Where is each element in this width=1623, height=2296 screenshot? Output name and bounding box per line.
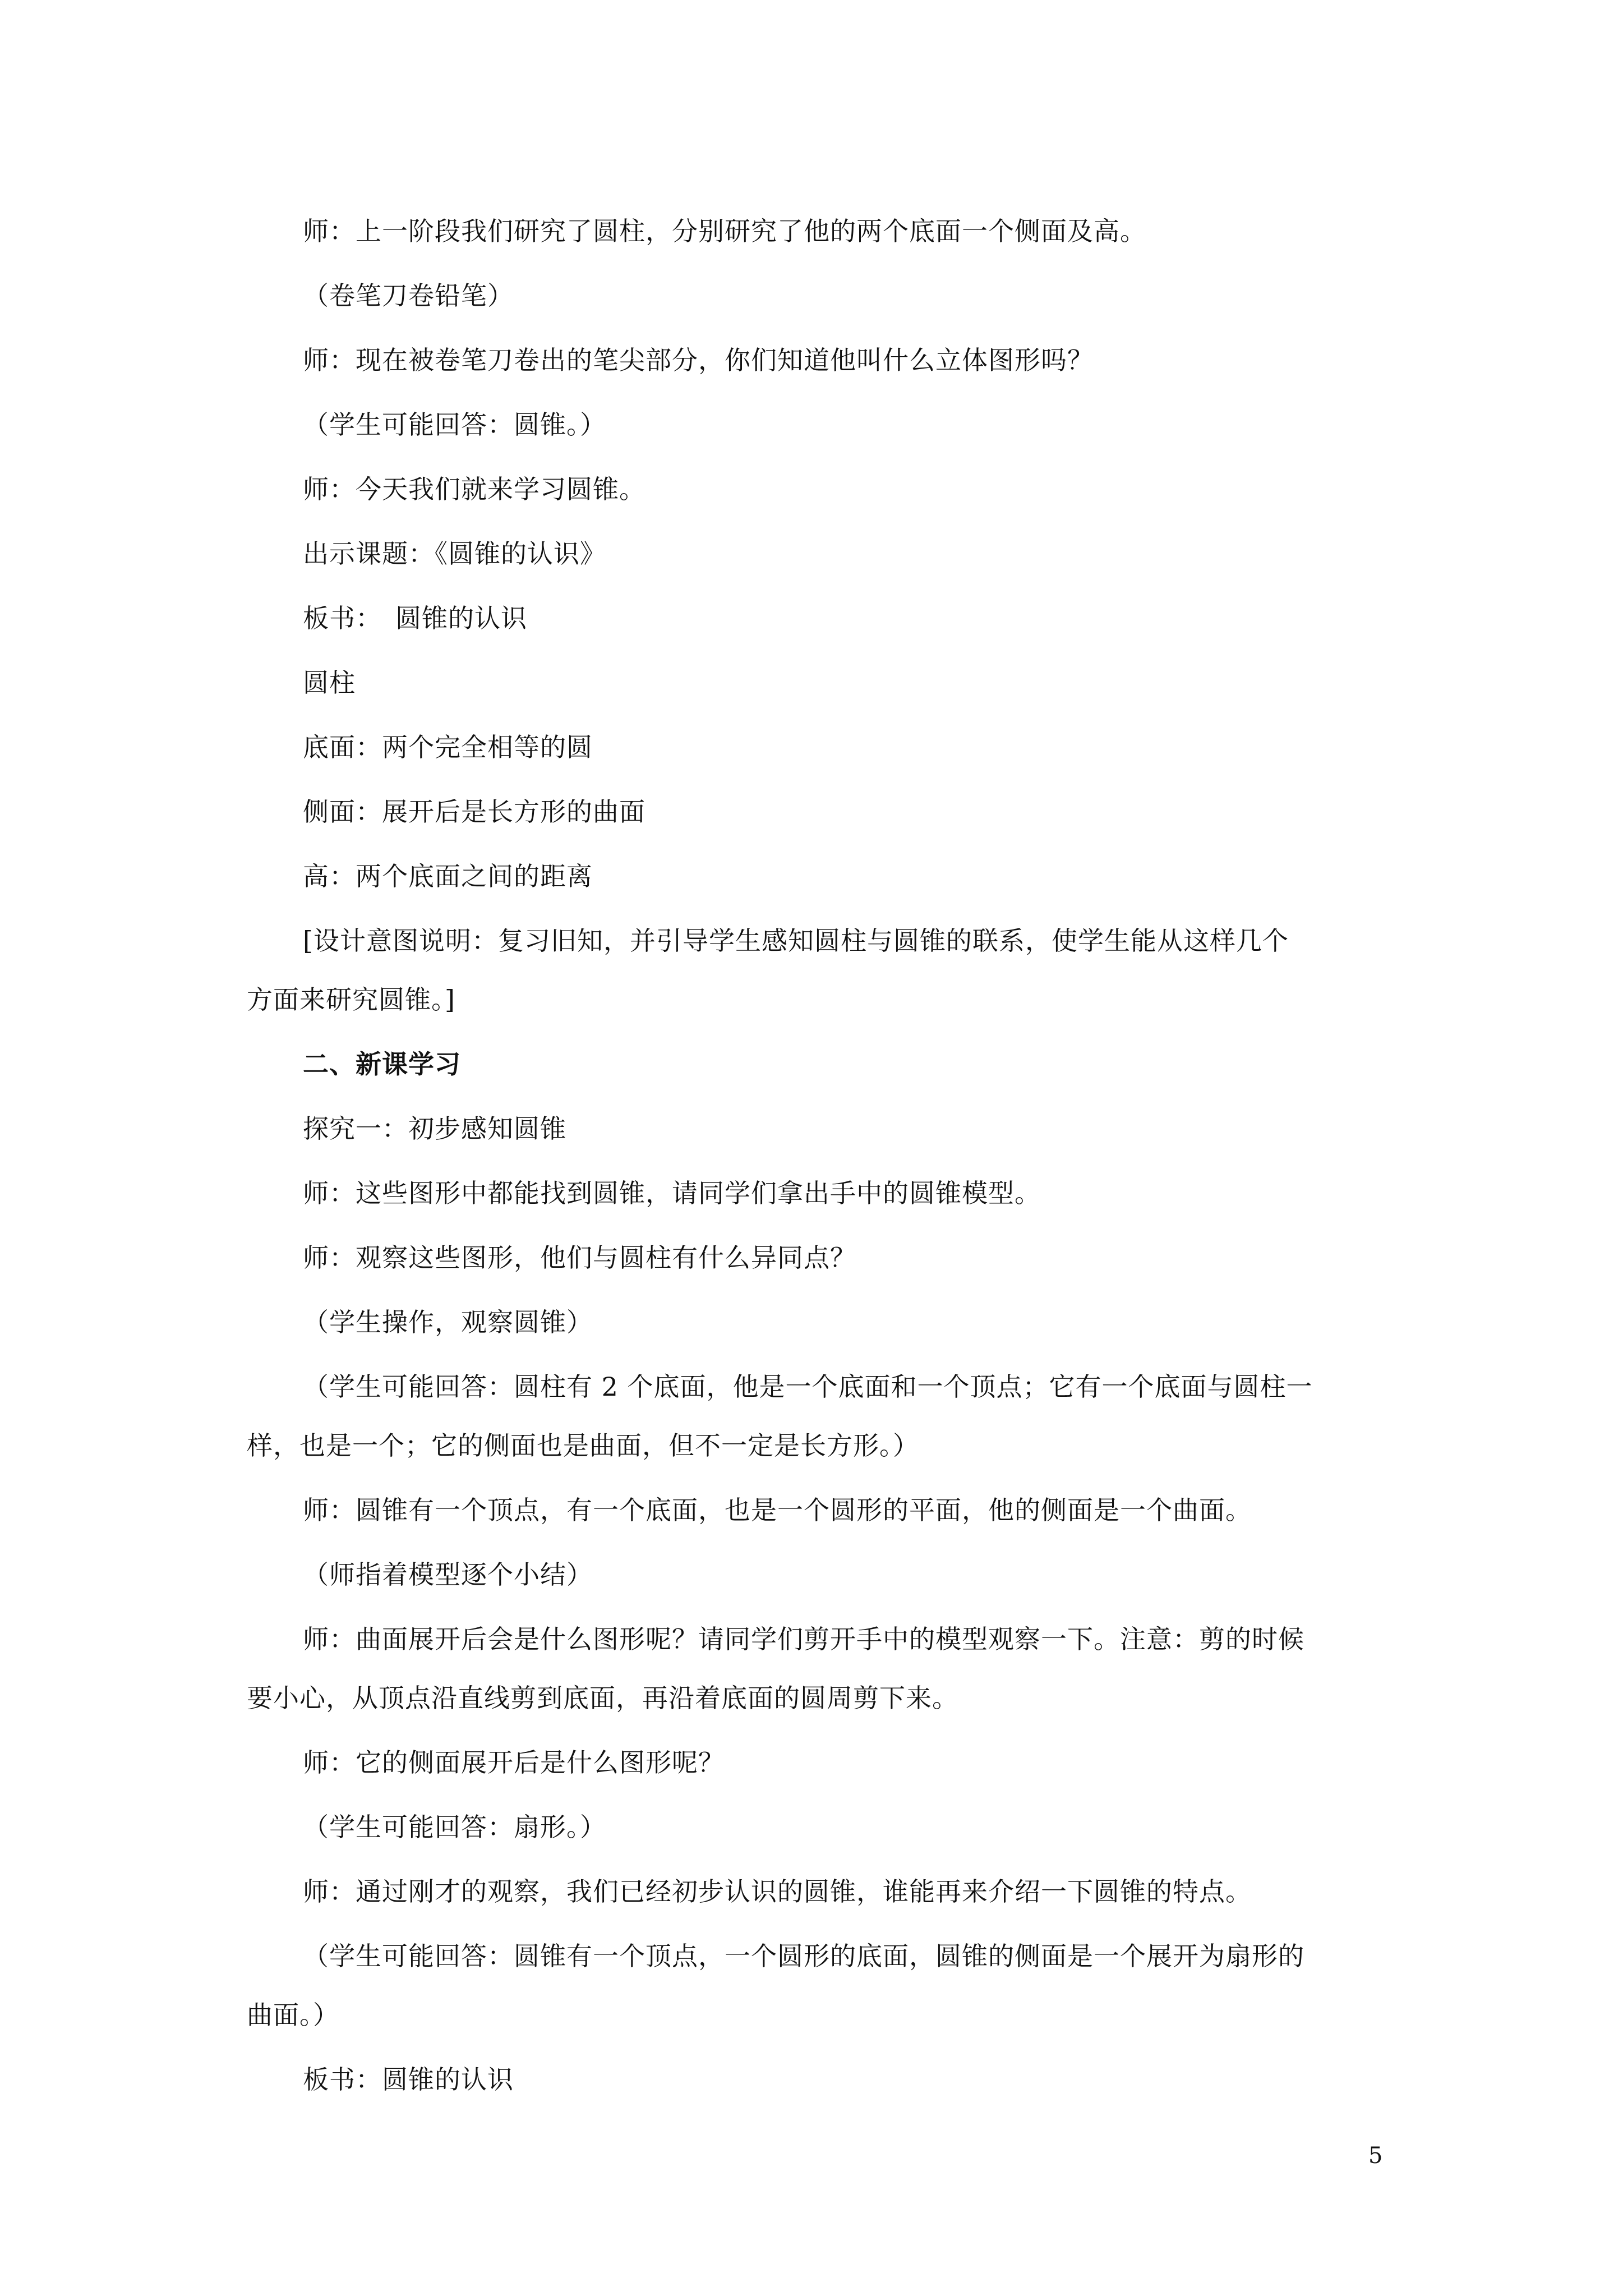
paragraph-line: 师：观察这些图形，他们与圆柱有什么异同点？ (303, 1243, 856, 1273)
paragraph-line: [设计意图说明：复习旧知，并引导学生感知圆柱与圆锥的联系，使学生能从这样几个 (303, 926, 1289, 956)
paragraph-line: 师：通过刚才的观察，我们已经初步认识的圆锥，谁能再来介绍一下圆锥的特点。 (303, 1876, 1252, 1907)
paragraph-line: 样，也是一个；它的侧面也是曲面，但不一定是长方形。） (247, 1430, 919, 1461)
paragraph-line: （学生可能回答：扇形。） (303, 1812, 606, 1842)
paragraph-line: 师：圆锥有一个顶点，有一个底面，也是一个圆形的平面，他的侧面是一个曲面。 (303, 1495, 1252, 1525)
paragraph-line: 师：曲面展开后会是什么图形呢？请同学们剪开手中的模型观察一下。注意：剪的时候 (303, 1624, 1304, 1654)
paragraph-line: 高：两个底面之间的距离 (303, 861, 593, 891)
paragraph-line: 师：它的侧面展开后是什么图形呢？ (303, 1747, 725, 1778)
paragraph-line: 曲面。） (247, 2000, 339, 2030)
paragraph-line: 方面来研究圆锥。] (247, 984, 455, 1015)
paragraph-line: （学生可能回答：圆锥有一个顶点，一个圆形的底面，圆锥的侧面是一个展开为扇形的 (303, 1941, 1304, 1971)
paragraph-line: （学生可能回答：圆锥。） (303, 409, 606, 440)
paragraph-line: 师：这些图形中都能找到圆锥，请同学们拿出手中的圆锥模型。 (303, 1178, 1041, 1208)
paragraph-line: （学生操作，观察圆锥） (303, 1307, 593, 1337)
paragraph-line: 探究一：初步感知圆锥 (303, 1114, 566, 1144)
paragraph-line: 板书：圆锥的认识 (303, 2064, 514, 2095)
paragraph-line: 师：上一阶段我们研究了圆柱，分别研究了他的两个底面一个侧面及高。 (303, 216, 1146, 246)
paragraph-line: 师：现在被卷笔刀卷出的笔尖部分，你们知道他叫什么立体图形吗？ (303, 345, 1094, 375)
paragraph-line: 板书： 圆锥的认识 (303, 603, 527, 633)
paragraph-line: （学生可能回答：圆柱有 2 个底面，他是一个底面和一个顶点；它有一个底面与圆柱一 (303, 1372, 1313, 1402)
paragraph-line: 侧面：展开后是长方形的曲面 (303, 797, 645, 827)
paragraph-line: 要小心，从顶点沿直线剪到底面，再沿着底面的圆周剪下来。 (247, 1683, 958, 1713)
paragraph-line: 师：今天我们就来学习圆锥。 (303, 474, 645, 504)
paragraph-line: （师指着模型逐个小结） (303, 1559, 593, 1590)
paragraph-line: 圆柱 (303, 668, 356, 698)
page-number: 5 (1368, 2143, 1383, 2169)
section-heading: 二、新课学习 (303, 1049, 461, 1079)
paragraph-line: （卷笔刀卷铅笔） (303, 280, 514, 311)
paragraph-line: 出示课题：《圆锥的认识》 (303, 539, 606, 569)
paragraph-line: 底面：两个完全相等的圆 (303, 732, 593, 762)
